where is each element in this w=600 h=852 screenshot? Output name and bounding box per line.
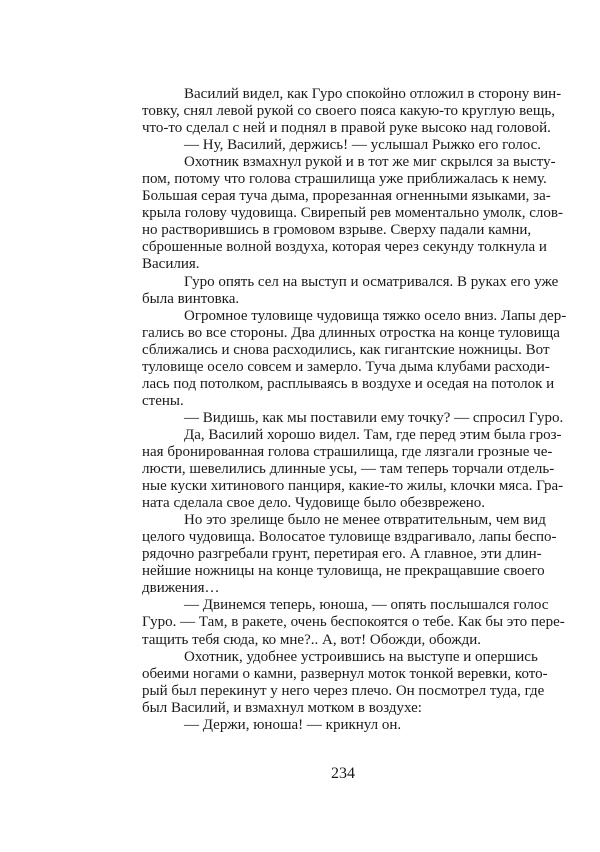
text-line: ната сделала свое дело. Чудовище было обезврежено. <box>142 495 486 512</box>
paragraph <box>142 512 557 597</box>
text-line: люсти, шевелились длинные усы, — там теперь торчали отдель- <box>142 461 555 478</box>
text-line: пом, потому что голова страшилища уже приближалась к нему. <box>142 171 547 188</box>
text-line: гались во все стороны. Два длинных отростка на конце туловища <box>142 324 560 341</box>
text-line: товку, снял левой рукой со своего пояса какую-то круглую вещь, <box>142 103 555 120</box>
text-line: ная бронированная голова страшилища, где лязгали грозные че- <box>142 443 553 460</box>
text-line: движения… <box>142 580 220 597</box>
page-number: 234 <box>331 765 355 782</box>
text-line: целого чудовища. Волосатое туловище вздрагивало, лапы беспо- <box>142 529 557 546</box>
text-line: Гуро. — Там, в ракете, очень беспокоятся о тебе. Как бы это пере- <box>142 614 565 631</box>
text-line: рядочно разгребали грунт, перетирая его. А главное, эти длин- <box>142 546 542 563</box>
paragraph <box>142 307 567 410</box>
text-line: сближались и снова расходились, как гигантские ножницы. Вот <box>142 341 550 358</box>
text-line: Охотник взмахнул рукой и в тот же миг скрылся за высту- <box>184 154 556 171</box>
text-line: Да, Василий хорошо видел. Там, где перед этим была гроз- <box>184 426 562 443</box>
paragraph <box>142 273 559 308</box>
text-line: крыла голову чудовища. Свирепый рев моментально умолк, слов- <box>142 205 563 222</box>
paragraph <box>142 597 565 648</box>
paragraph <box>142 409 564 427</box>
text-line: рый был перекинут у него через плечо. Он посмотрел туда, где <box>142 682 545 699</box>
text-line: Василия. <box>142 256 200 273</box>
paragraph <box>142 86 562 137</box>
text-line: Охотник, удобнее устроившись на выступе и опершись <box>184 648 538 665</box>
text-line: но растворившись в громовом взрыве. Сверху падали камни, <box>142 222 532 239</box>
text-line: стены. <box>142 392 184 409</box>
text-line: сброшенные волной воздуха, которая через секунду толкнула и <box>142 239 547 256</box>
body-text <box>142 86 567 734</box>
paragraph <box>142 137 542 154</box>
text-line: — Ну, Василий, держись! — услышал Рыжко его голос. <box>184 137 542 154</box>
text-line: Но это зрелище было не менее отвратительным, чем вид <box>184 512 546 529</box>
paragraph <box>142 648 548 717</box>
text-line: ные куски хитинового панциря, какие-то жилы, клочки мяса. Гра- <box>142 478 564 495</box>
text-line: Гуро опять сел на выступ и осматривался. В руках его уже <box>184 273 559 290</box>
paragraph <box>142 717 460 734</box>
text-line: Большая серая туча дыма, прорезанная огненными языками, за- <box>142 188 551 205</box>
text-line: была винтовка. <box>142 290 240 307</box>
text-line: обеими ногами о камни, развернул моток тонкой веревки, кото- <box>142 665 548 682</box>
text-line: был Василий, и взмахнул мотком в воздухе: <box>142 699 422 716</box>
paragraph <box>142 154 563 273</box>
text-line: что-то сделал с ней и поднял в правой руке высоко над головой. <box>142 120 551 137</box>
paragraph <box>142 426 564 512</box>
text-line: — Двинемся теперь, юноша, — опять послышался голос <box>184 597 549 614</box>
text-line: Василий видел, как Гуро спокойно отложил в сторону вин- <box>184 86 562 102</box>
text-line: лась под потолком, расплываясь в воздухе и оседая на потолок и <box>142 375 555 392</box>
text-line: тащить тебя сюда, ко мне?.. А, вот! Обожди, обожди. <box>142 631 482 648</box>
text-line: — Держи, юноша! — крикнул он. <box>184 716 402 733</box>
text-line: туловище осело совсем и замерло. Туча дыма клубами расходи- <box>142 358 550 375</box>
text-line: — Видишь, как мы поставили ему точку? — спросил Гуро. <box>184 409 564 426</box>
text-line: Огромное туловище чудовища тяжко осело вниз. Лапы дер- <box>184 307 567 324</box>
text-line: нейшие ножницы на конце туловища, не прекращавшие своего <box>142 563 545 580</box>
